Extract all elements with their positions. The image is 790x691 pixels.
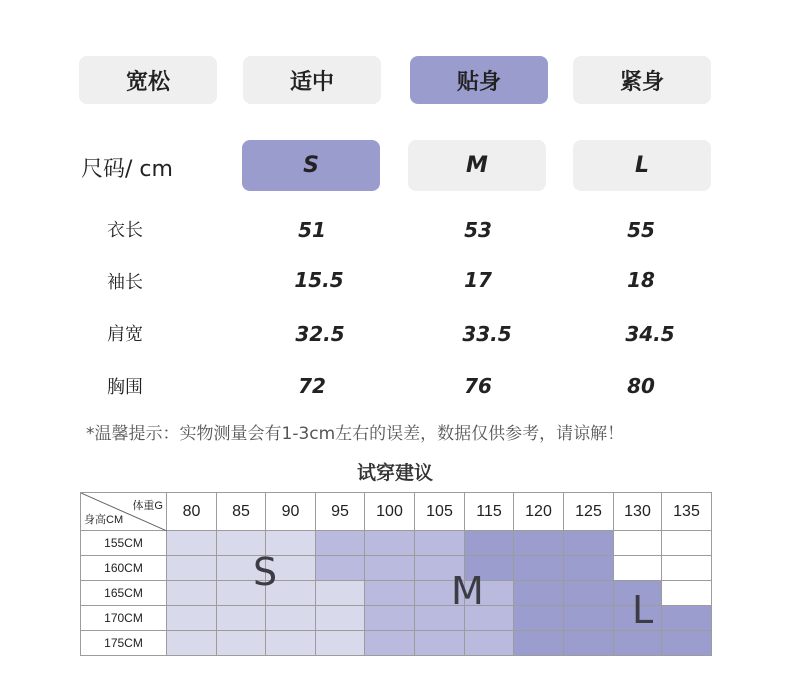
- zone-label-s: S: [253, 550, 278, 594]
- weight-axis-label: 体重G: [132, 500, 163, 512]
- measurement-value: 34.5: [625, 322, 675, 346]
- size-s-button[interactable]: S: [242, 140, 380, 191]
- size-cell: [415, 631, 465, 656]
- weight-header: 120: [514, 493, 564, 531]
- size-cell: [564, 581, 614, 606]
- weight-header: 80: [167, 493, 217, 531]
- height-row: [81, 631, 712, 656]
- height-axis-label: 身高CM: [84, 514, 124, 526]
- measurement-value: 76: [464, 374, 492, 398]
- measurement-value: 53: [464, 218, 492, 242]
- height-label: 160CM: [81, 556, 167, 581]
- size-cell: [564, 531, 614, 556]
- measurement-value: 17: [464, 268, 492, 292]
- weight-header: 135: [662, 493, 712, 531]
- size-cell: [316, 606, 365, 631]
- trial-title: 试穿建议: [356, 462, 433, 484]
- weight-header: 125: [564, 493, 614, 531]
- zone-label-l: L: [632, 588, 654, 632]
- zone-label-m: M: [451, 569, 484, 613]
- weight-header: 130: [614, 493, 662, 531]
- size-cell: [266, 631, 316, 656]
- measurement-label: 肩宽: [107, 324, 143, 345]
- weight-header: 100: [365, 493, 415, 531]
- measurement-label: 胸围: [107, 377, 143, 398]
- size-cell: [365, 631, 415, 656]
- size-cell: [167, 606, 217, 631]
- size-cell: [217, 606, 266, 631]
- size-cell: [662, 631, 712, 656]
- size-unit-label: 尺码/ cm: [81, 157, 173, 182]
- size-cell: [316, 531, 365, 556]
- size-cell: [662, 606, 712, 631]
- measurement-label: 袖长: [107, 272, 143, 293]
- measurement-value: 32.5: [295, 322, 345, 346]
- height-row: [81, 606, 712, 631]
- size-cell: [316, 631, 365, 656]
- size-cell: [365, 606, 415, 631]
- size-cell: [365, 556, 415, 581]
- size-cell: [564, 631, 614, 656]
- measurement-value: 72: [298, 374, 326, 398]
- size-cell: [217, 631, 266, 656]
- size-cell: [514, 606, 564, 631]
- size-cell: [365, 581, 415, 606]
- height-label: 175CM: [81, 631, 167, 656]
- size-l-button[interactable]: L: [573, 140, 711, 191]
- measurement-value: 55: [627, 218, 655, 242]
- size-cell: [266, 606, 316, 631]
- weight-header: 90: [266, 493, 316, 531]
- size-cell: [564, 556, 614, 581]
- weight-header: 95: [316, 493, 365, 531]
- height-row: [81, 531, 712, 556]
- height-label: 155CM: [81, 531, 167, 556]
- fit-option-regular[interactable]: 适中: [243, 56, 381, 104]
- trial-size-grid: [80, 492, 712, 656]
- size-cell: [365, 531, 415, 556]
- height-label: 170CM: [81, 606, 167, 631]
- size-cell: [167, 556, 217, 581]
- size-cell: [614, 631, 662, 656]
- measurement-value: 18: [627, 268, 655, 292]
- size-cell: [662, 581, 712, 606]
- measurement-note: *温馨提示：实物测量会有1-3cm左右的误差，数据仅供参考，请谅解！: [86, 424, 625, 444]
- height-row: [81, 556, 712, 581]
- height-row: [81, 581, 712, 606]
- measurement-value: 33.5: [462, 322, 512, 346]
- measurement-value: 51: [298, 218, 326, 242]
- weight-header: 105: [415, 493, 465, 531]
- size-cell: [167, 631, 217, 656]
- size-cell: [167, 531, 217, 556]
- size-cell: [564, 606, 614, 631]
- height-label: 165CM: [81, 581, 167, 606]
- fit-option-fitted[interactable]: 贴身: [410, 56, 548, 104]
- fit-option-loose[interactable]: 宽松: [79, 56, 217, 104]
- weight-header: 115: [465, 493, 514, 531]
- size-cell: [167, 581, 217, 606]
- size-cell: [662, 531, 712, 556]
- size-cell: [514, 556, 564, 581]
- size-cell: [316, 581, 365, 606]
- measurement-value: 15.5: [294, 268, 344, 292]
- grid-corner: [81, 493, 167, 531]
- size-cell: [662, 556, 712, 581]
- size-cell: [415, 531, 465, 556]
- weight-header-row: [81, 493, 712, 531]
- size-cell: [514, 631, 564, 656]
- size-cell: [465, 631, 514, 656]
- size-cell: [514, 531, 564, 556]
- size-cell: [614, 556, 662, 581]
- measurement-label: 衣长: [107, 220, 143, 241]
- weight-header: 85: [217, 493, 266, 531]
- fit-option-tight[interactable]: 紧身: [573, 56, 711, 104]
- size-cell: [316, 556, 365, 581]
- size-cell: [614, 531, 662, 556]
- size-m-button[interactable]: M: [408, 140, 546, 191]
- size-cell: [465, 531, 514, 556]
- measurement-value: 80: [627, 374, 655, 398]
- size-cell: [514, 581, 564, 606]
